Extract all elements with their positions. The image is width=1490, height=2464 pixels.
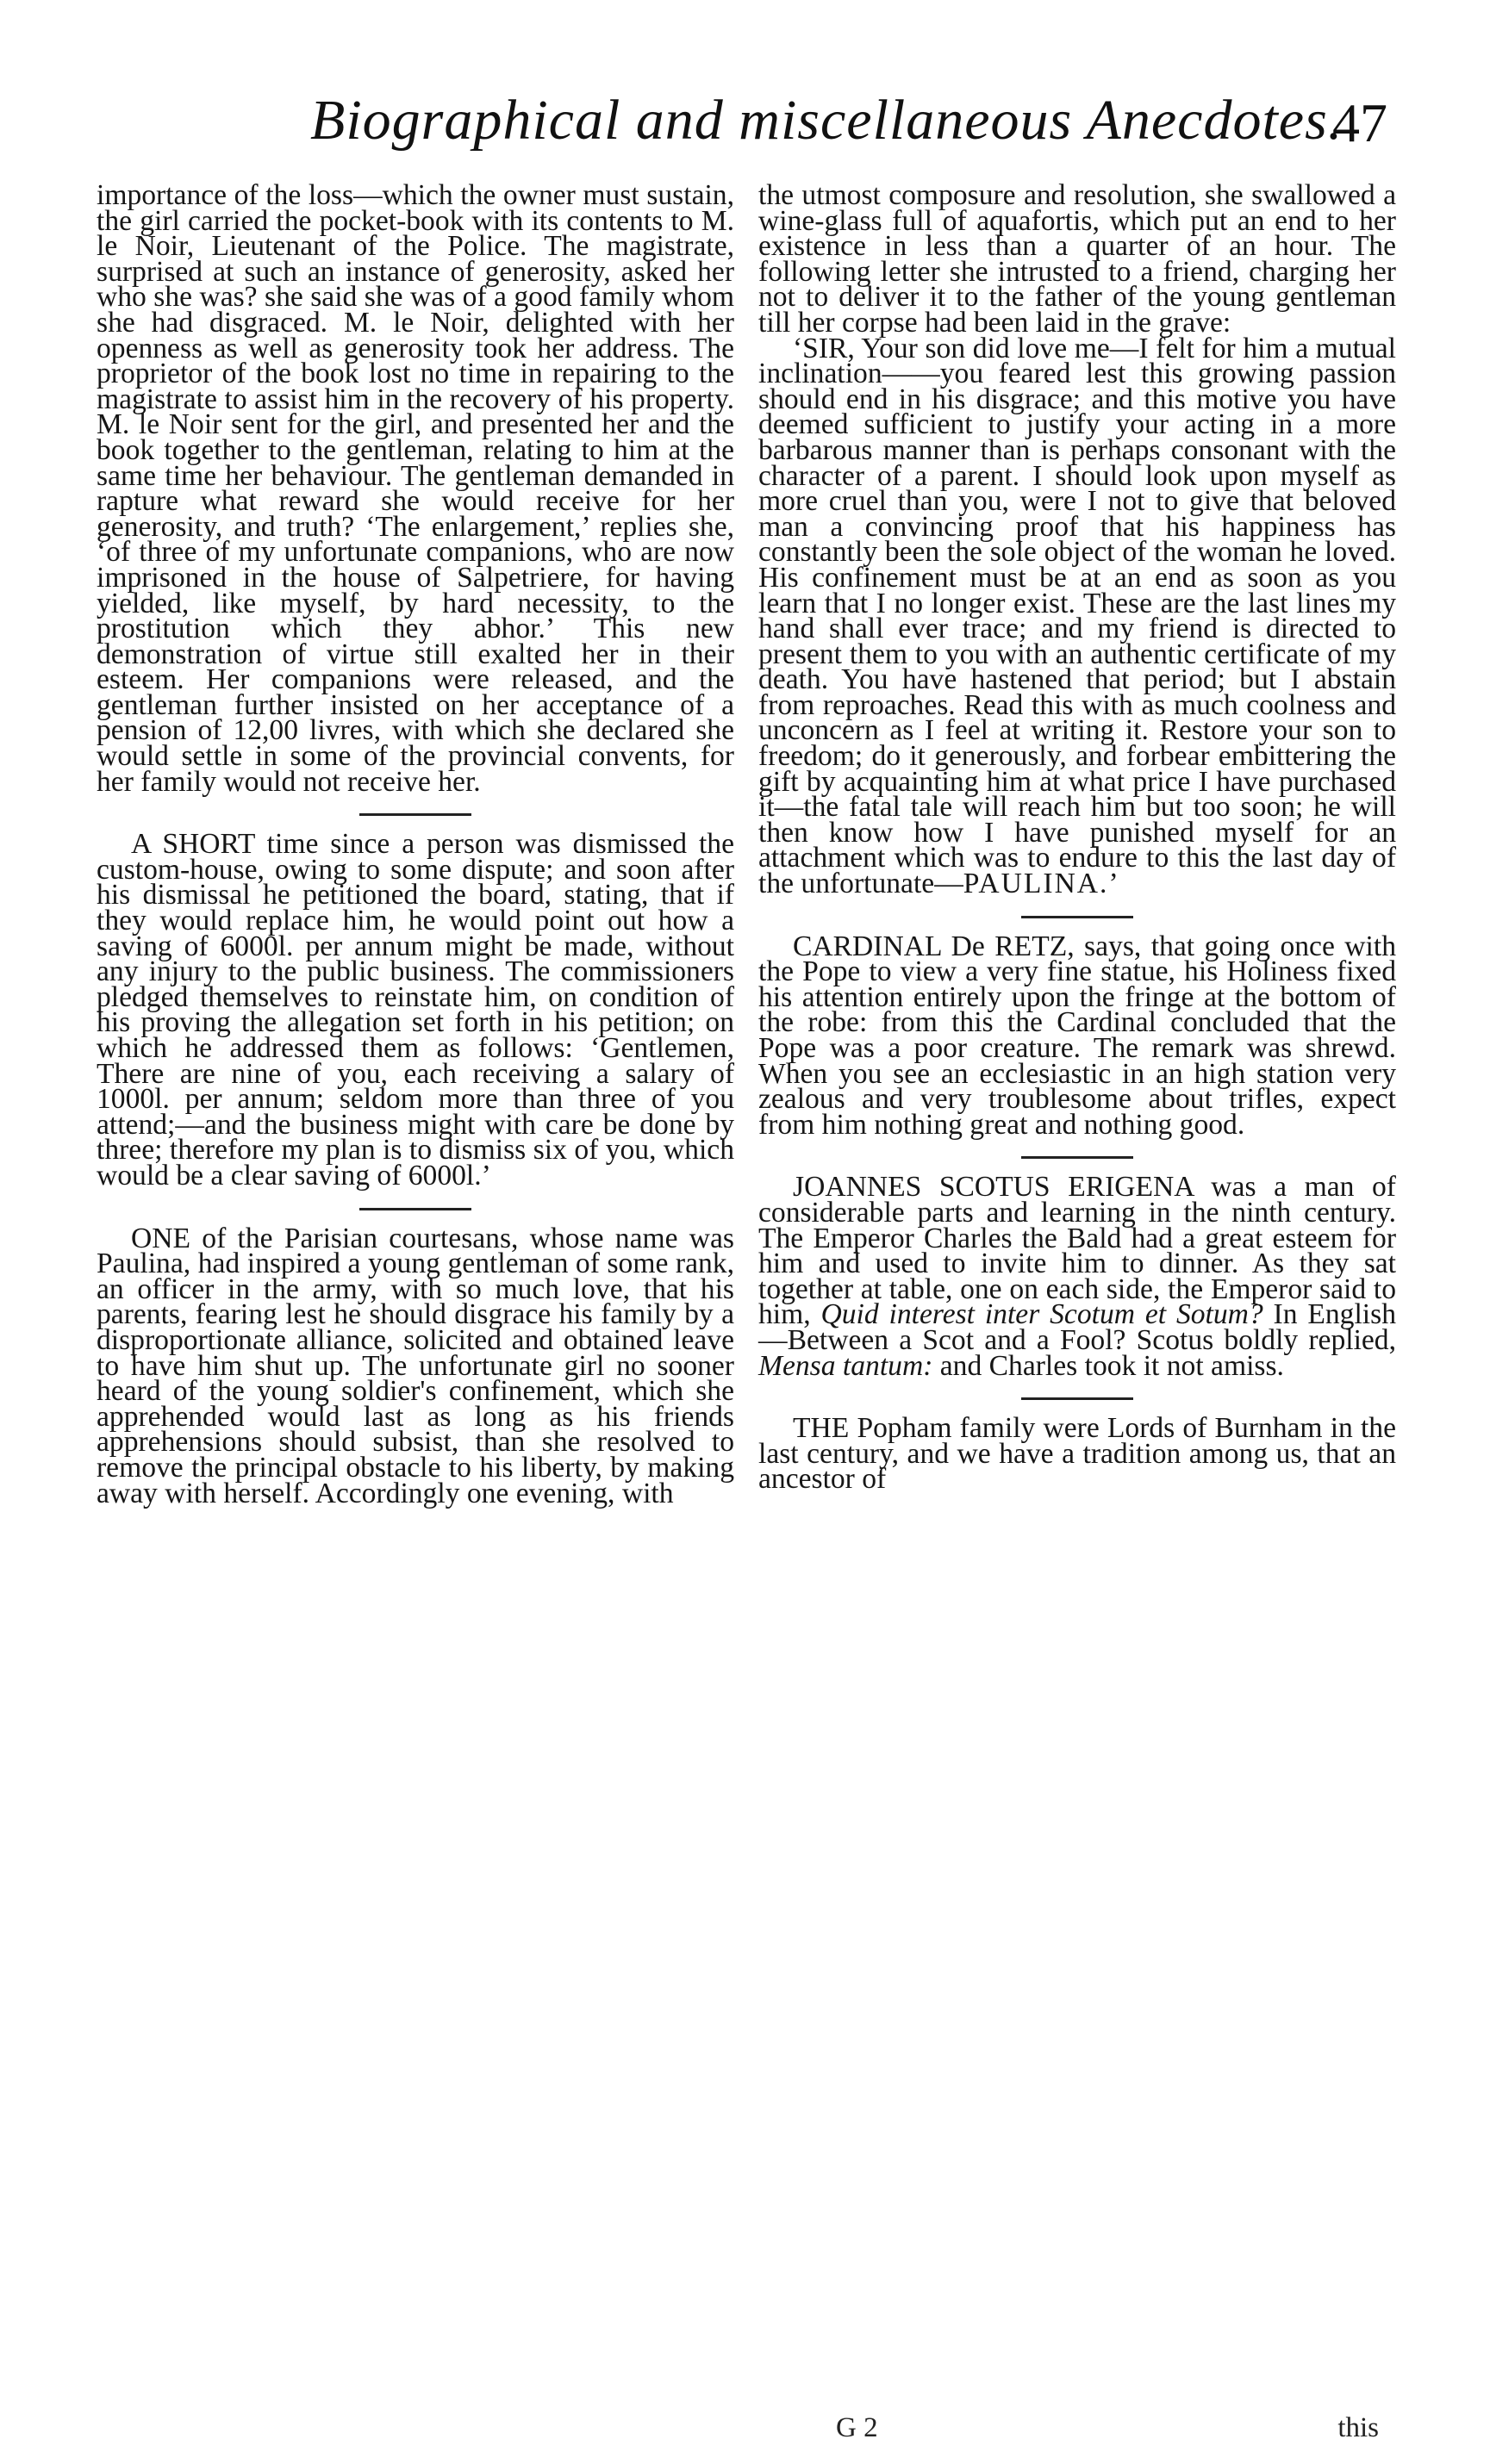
scotus-text-3: and Charles took it not amiss. <box>932 1349 1284 1382</box>
paulina-letter <box>758 332 1396 900</box>
letter-body: ‘SIR, Your son did love me—I felt for him a mutual inclination——you feared lest this growing passion should end in his disgrace; and this motive you have deemed sufficient to justify your acting in a more barbarous manner than is perhaps consonant with the character of a parent. I should look upon myself as more cruel than you, were I not to give that beloved man a convincing proof that his happiness has constantly been the sole object of the woman he loved. His confinement must be at an end as soon as you learn that I no longer exist. These are the last lines my hand shall ever trace; and my friend is directed to present them to you with an authentic certificate of my death. You have hastened that period; but I abstain from reproaches. Read this with as much coolness and unconcern as I feel at writing it. Restore your son to freedom; do it generously, and forbear embittering the gift by acquainting him at what price I have purchased it—the fatal tale will reach him but too soon; he will then know how I have punished myself for an attachment which was to endure to this the last day of the unfortunate— <box>758 332 1396 900</box>
catchword: this <box>1337 2412 1379 2443</box>
section-divider <box>1021 1156 1133 1159</box>
section-divider <box>359 813 471 816</box>
paragraph-paulina-anecdote: ONE of the Parisian courtesans, whose name was Paulina, had inspired a young gentleman of some rank, an officer in the army, with so much love, that his parents, fearing lest he should disgrace his family by a disproportionate alliance, solicited and obtained leave to have him shut up. The unfortunate girl no sooner heard of the young soldier's confinement, which she apprehended would last as long as his friends apprehensions should subsist, than she resolved to remove the principal obstacle to his liberty, by making away with herself. Accordingly one evening, with <box>97 1222 734 1509</box>
latin-reply: Mensa tantum: <box>758 1349 933 1382</box>
latin-question: Quid interest inter Scotum et Sotum? <box>820 1298 1263 1331</box>
left-column <box>97 179 734 1509</box>
paragraph-reward-anecdote: importance of the loss—which the owner must sustain, the girl carried the pocket-book with its contents to M. le Noir, Lieutenant of the Police. The magistrate, surprised at such an instance of generosity, asked her who she was? she said she was of a good family whom she had disgraced. M. le Noir, delighted with her openness as well as generosity took her address. The proprietor of the book lost no time in repairing to the magistrate to assist him in the recovery of his property. M. le Noir sent for the girl, and presented her and the book together to the gentleman, relating to him at the same time her behaviour. The gentleman demanded in rapture what reward she would receive for her generosity, and truth? ‘The enlargement,’ replies she, ‘of three of my unfortunate companions, who are now imprisoned in the house of Salpetriere, for having yielded, like myself, by hard necessity, to the prostitution which they abhor.’ This new demonstration of virtue still exalted her in their esteem. Her companions were released, and the gentleman further insisted on her acceptance of a pension of 12,00 livres, with which she declared she would settle in some of the provincial convents, for her family would not receive her. <box>97 179 734 798</box>
page-number: 47 <box>1332 92 1387 153</box>
paragraph-paulina-continued: the utmost composure and resolution, she swallowed a wine-glass full of aquafortis, which put an end to her existence in less than a quarter of an hour. The following letter she intrusted to a friend, charging her not to deliver it to the father of the young gentleman till her corpse had been laid in the grave: <box>758 179 1396 339</box>
letter-signature: PAULINA.’ <box>963 868 1120 900</box>
paragraph-custom-house-anecdote: A SHORT time since a person was dismissed the custom-house, owing to some dispute; and soon after his dismissal he petitioned the board, stating, that if they would replace him, he would point out how a saving of 6000l. per annum might be made, without any injury to the public business. The commissioners pledged themselves to reinstate him, on condition of his proving the allegation set forth in his petition; on which he addressed them as follows: ‘Gentlemen, There are nine of you, each receiving a salary of 1000l. per annum; seldom more than three of you attend;—and the business might with care be done by three; therefore my plan is to dismiss six of you, which would be a clear saving of 6000l.’ <box>97 828 734 1192</box>
page-footer <box>758 2412 1396 2450</box>
page-header <box>259 79 1405 174</box>
signature-mark: G 2 <box>836 2412 878 2443</box>
right-column <box>758 179 1396 1496</box>
paragraph-popham-family: THE Popham family were Lords of Burnham in the last century, and we have a tradition among us, that an ancestor of <box>758 1412 1396 1496</box>
section-divider <box>359 1208 471 1210</box>
paragraph-scotus-erigena <box>758 1171 1396 1382</box>
section-divider <box>1021 916 1133 918</box>
section-divider <box>1021 1397 1133 1400</box>
running-head: Biographical and miscellaneous Anecdotes. <box>310 89 1343 152</box>
scotus-text-1: JOANNES SCOTUS ERIGENA was a man of considerable parts and learning in the ninth century. The Emperor Charles the Bald had a great esteem for him and used to invite him to dinner. As they sat together at table, one on each side, the Emperor said to him, <box>758 1171 1396 1331</box>
paragraph-cardinal-de-retz: CARDINAL De RETZ, says, that going once with the Pope to view a very fine statue, his Holiness fixed his attention entirely upon the fringe at the bottom of the robe: from this the Cardinal concluded that the Pope was a poor creature. The remark was shrewd. When you see an ecclesiastic in an high station very zealous and very troublesome about trifles, expect from him nothing great and nothing good. <box>758 930 1396 1141</box>
scotus-text-2: In English—Between a Scot and a Fool? Scotus boldly replied, <box>758 1298 1396 1356</box>
